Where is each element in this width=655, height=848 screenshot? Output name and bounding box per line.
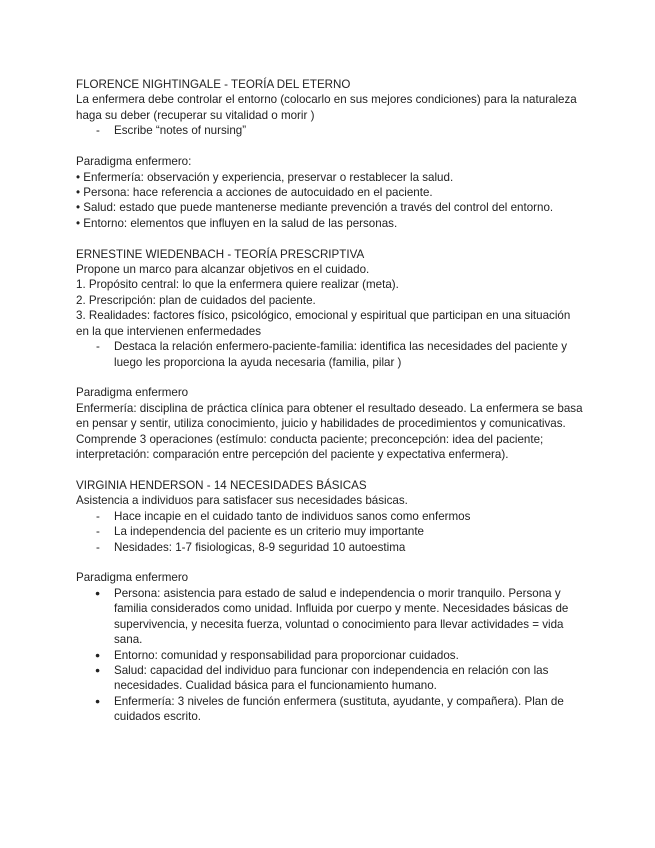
paradigm-bullet: • Enfermería: observación y experiencia, preservar o restablecer la salud. — [76, 170, 454, 184]
dash-item: - Destaca la relación enfermero-paciente-familia: identifica las necesidades del paciente y luego les proporciona la ayuda necesaria (familia, pilar ) — [76, 339, 586, 370]
paradigm-title: Paradigma enfermero — [76, 571, 189, 585]
section-henderson — [76, 478, 586, 725]
intro-paragraph: La enfermera debe controlar el entorno (colocarlo en sus mejores condiciones) para la naturaleza haga su deber (recuperar su vitalidad o morir ) — [76, 93, 577, 122]
numbered-item: 1. Propósito central: lo que la enfermera quiere realizar (meta). — [76, 278, 399, 292]
paradigm-bullet: • Salud: estado que puede mantenerse mediante prevención a través del control del entorno. — [76, 201, 554, 215]
numbered-item: 3. Realidades: factores físico, psicológico, emocional y espiritual que participan en una situación en la que intervienen enfermedades — [76, 309, 571, 338]
paradigm-paragraph: Enfermería: disciplina de práctica clínica para obtener el resultado deseado. La enfermera se basa en pensar y sentir, utiliza conocimiento, juicio y habilidades de procedimientos y comunicativas. — [76, 401, 583, 431]
bullet-item: ● Enfermería: 3 niveles de función enfermera (sustituta, ayudante, y compañera). Plan de cuidados escrito. — [76, 694, 586, 725]
paradigm-bullet: • Persona: hace referencia a acciones de autocuidado en el paciente. — [76, 185, 433, 199]
dash-item: - Hace incapie en el cuidado tanto de individuos sanos como enfermos — [76, 509, 586, 524]
section-heading-nightingale: FLORENCE NIGHTINGALE - TEORÍA DEL ETERNO — [76, 78, 351, 91]
intro-paragraph: Propone un marco para alcanzar objetivos en el cuidado. — [76, 263, 370, 277]
bullet-item: ● Salud: capacidad del individuo para funcionar con independencia en relación con las necesidades. Cualidad básica para el funcionamiento humano. — [76, 663, 586, 694]
paradigm-title: Paradigma enfermero: — [76, 155, 192, 169]
intro-paragraph: Asistencia a individuos para satisfacer sus necesidades básicas. — [76, 494, 408, 508]
dash-list — [76, 339, 586, 370]
bullet-item: ● Entorno: comunidad y responsabilidad para proporcionar cuidados. — [76, 648, 586, 663]
section-nightingale — [76, 77, 586, 231]
paradigm-bullet: • Entorno: elementos que influyen en la salud de las personas. — [76, 216, 398, 230]
dash-list — [76, 123, 586, 138]
section-heading-henderson: VIRGINIA HENDERSON - 14 NECESIDADES BÁSICAS — [76, 478, 367, 492]
document-page — [76, 77, 586, 725]
bullet-list — [76, 586, 586, 725]
dash-item: - La independencia del paciente es un criterio muy importante — [76, 524, 586, 539]
paradigm-title: Paradigma enfermero — [76, 386, 189, 400]
section-heading-wiedenbach: ERNESTINE WIEDENBACH - TEORÍA PRESCRIPTIVA — [76, 247, 365, 261]
dash-item: - Escribe “notes of nursing” — [76, 123, 586, 138]
dash-list — [76, 509, 586, 555]
numbered-item: 2. Prescripción: plan de cuidados del paciente. — [76, 293, 316, 307]
section-wiedenbach — [76, 247, 586, 463]
bullet-item: ● Persona: asistencia para estado de salud e independencia o morir tranquilo. Persona y familia considerados como unidad. Influida por cuerpo y mente. Necesidades básicas de supervivencia, y necesita fuerza, voluntad o conocimiento para llevar actividades = vida sana. — [76, 586, 586, 648]
operations-paragraph: Comprende 3 operaciones (estímulo: conducta paciente; preconcepción: idea del paciente; interpretación: comparación entre percepción del paciente y expectativa enfermera). — [76, 432, 544, 462]
dash-item: - Nesidades: 1-7 fisiologicas, 8-9 seguridad 10 autoestima — [76, 540, 586, 555]
